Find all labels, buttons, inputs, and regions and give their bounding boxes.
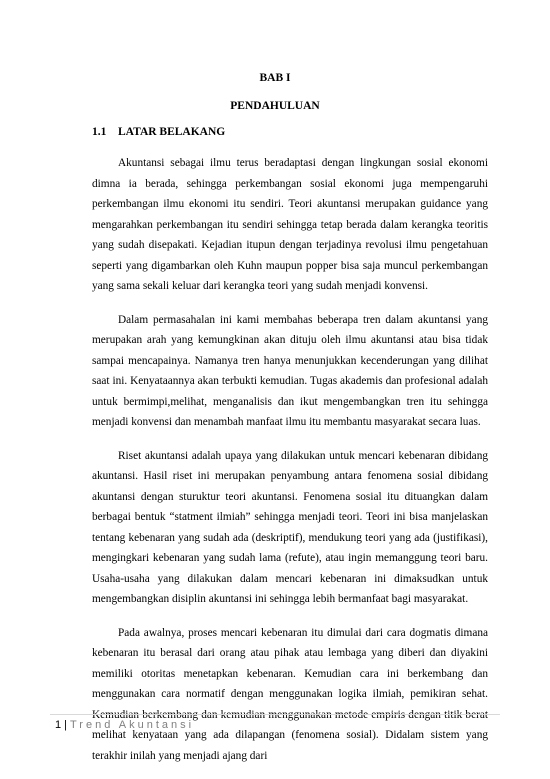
section-number: 1.1 xyxy=(92,126,107,138)
footer-separator: | xyxy=(64,719,67,731)
chapter-label: BAB I xyxy=(259,72,291,84)
page-number: 1 xyxy=(55,719,62,731)
page-footer xyxy=(55,718,194,732)
paragraph: Pada awalnya, proses mencari kebenaran itu dimulai dari cara dogmatis dimana kebenaran itu berasal dari orang atau pihak atau lembaga yang diberi dan diyakini memiliki otoritas menetapkan kebenaran. Kemudian cara ini berkembang dan menggunakan cara normatif dengan menggunakan logika ilmiah, pemikiran sehat. Kemudian berkembang dan kemudian menggunakan metode empiris dengan titik berat melihat kenyataan yang ada dilapangan (fenomena sosial). Didalam sistem yang terakhir inilah yang menjadi ajang dari xyxy=(92,626,488,762)
body-text xyxy=(92,153,488,779)
paragraph: Akuntansi sebagai ilmu terus beradaptasi dengan lingkungan sosial ekonomi dimna ia berada, sehingga perkembangan sosial ekonomi juga mempengaruhi perkembangan ilmu ekonomi itu sendiri. Teori akuntansi merupakan guidance yang mengarahkan perkembangan itu sendiri sehingga tetap berada dalam kerangka teoritis yang sudah disepakati. Kejadian itupun dengan terjadinya revolusi ilmu pengetahuan seperti yang digambarkan oleh Kuhn maupun popper bisa saja muncul perkembangan yang sama sekali keluar dari kerangka teori yang sudah menjadi konvensi. xyxy=(92,157,488,292)
chapter-heading xyxy=(0,64,550,120)
chapter-title: PENDAHULUAN xyxy=(230,100,320,112)
section-title: LATAR BELAKANG xyxy=(118,126,226,138)
paragraph: Dalam permasahalan ini kami membahas beberapa tren dalam akuntansi yang merupakan arah yang kemungkinan akan dituju oleh ilmu akuntansi atau bisa tidak sampai mencapainya. Namanya tren hanya menunjukkan kecenderungan yang dilihat saat ini. Kenyataannya akan terbukti kemudian. Tugas akademis dan profesional adalah untuk bermimpi,melihat, menganalisis dan ikut mengembangkan tren itu sehingga menjadi konvensi dan menambah manfaat ilmu itu membantu masyarakat secara luas. xyxy=(92,313,488,428)
footer-divider xyxy=(50,714,500,715)
paragraph: Riset akuntansi adalah upaya yang dilakukan untuk mencari kebenaran dibidang akuntansi. Hasil riset ini merupakan penyambung antara fenomena sosial dibidang akuntansi dengan sturuktur teori akuntansi. Fenomena sosial itu dituangkan dalam berbagai bentuk “statment ilmiah” sehingga menjadi teori. Teori ini bisa manjelaskan tentang kebenaran yang sudah ada (deskriptif), mendukung teori yang ada (justifikasi), mengingkari kebenaran yang sudah lama (refute), atau ingin memanggung teori baru. Usaha-usaha yang dilakukan dalam mencari kebenaran ini dimaksudkan untuk mengembangkan disiplin akuntansi ini sehingga lebih bermanfaat bagi masyarakat. xyxy=(92,449,488,605)
footer-title: Trend Akuntansi xyxy=(69,719,195,731)
section-heading xyxy=(92,125,225,139)
